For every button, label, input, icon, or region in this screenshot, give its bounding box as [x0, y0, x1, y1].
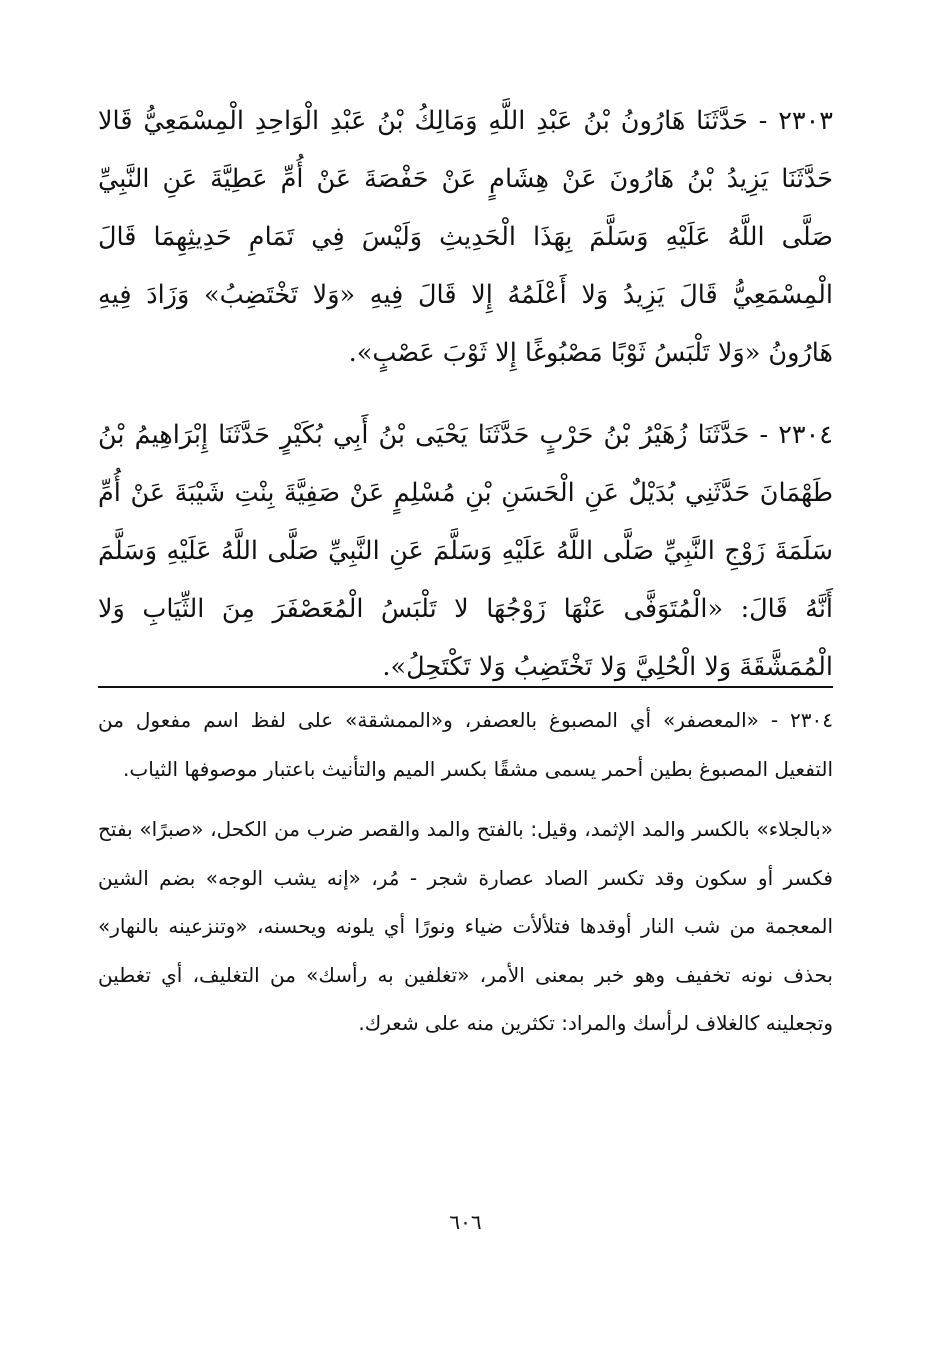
footnote-separator [98, 686, 833, 688]
footnotes [98, 696, 833, 1060]
hadith-2304: ٢٣٠٤ - حَدَّثَنَا زُهَيْرُ بْنُ حَرْبٍ حَدَّثَنَا يَحْيَى بْنُ أَبِي بُكَيْرٍ حَدَّثَنَا إِبْرَاهِيمُ بْنُ طَهْمَانَ حَدَّثَنِي بُدَيْلٌ عَنِ الْحَسَنِ بْنِ مُسْلِمٍ عَنْ صَفِيَّةَ بِنْتِ شَيْبَةَ عَنْ أُمِّ سَلَمَةَ زَوْجِ النَّبِيِّ صَلَّى اللَّهُ عَلَيْهِ وَسَلَّمَ عَنِ النَّبِيِّ صَلَّى اللَّهُ عَلَيْهِ وَسَلَّمَ أَنَّهُ قَالَ: «الْمُتَوَفَّى عَنْهَا زَوْجُهَا لا تَلْبَسُ الْمُعَصْفَرَ مِنَ الثِّيَابِ وَلا الْمُمَشَّقَةَ وَلا الْحُلِيَّ وَلا تَخْتَضِبُ وَلا تَكْتَحِلُ». [98, 420, 833, 682]
footnote-kohl: «بالجلاء» بالكسر والمد الإثمد، وقيل: بالفتح والمد والقصر ضرب من الكحل، «صبرًا» بفتح فكسر أو سكون وقد تكسر الصاد عصارة شجر - مُر، «إنه يشب الوجه» بضم الشين المعجمة من شب النار أوقدها فتلألأت ضياء ونورًا أي يلونه ويحسنه، «وتنزعينه بالنهار» بحذف نونه تخفيف وهو خبر بمعنى الأمر، «تغلفين به رأسك» من التغليف، أي تغطين وتجعلينه كالغلاف لرأسك والمراد: تكثرين منه على شعرك. [98, 817, 833, 1035]
book-page [98, 92, 833, 1272]
main-text [98, 92, 833, 696]
hadith-2303: ٢٣٠٣ - حَدَّثَنَا هَارُونُ بْنُ عَبْدِ اللَّهِ وَمَالِكُ بْنُ عَبْدِ الْوَاحِدِ الْمِسْمَعِيُّ قَالا حَدَّثَنَا يَزِيدُ بْنُ هَارُونَ عَنْ هِشَامٍ عَنْ حَفْصَةَ عَنْ أُمِّ عَطِيَّةَ عَنِ النَّبِيِّ صَلَّى اللَّهُ عَلَيْهِ وَسَلَّمَ بِهَذَا الْحَدِيثِ وَلَيْسَ فِي تَمَامِ حَدِيثِهِمَا قَالَ الْمِسْمَعِيُّ قَالَ يَزِيدُ وَلا أَعْلَمُهُ إِلا قَالَ فِيهِ «وَلا تَخْتَضِبُ» وَزَادَ فِيهِ هَارُونُ «وَلا تَلْبَسُ ثَوْبًا مَصْبُوغًا إِلا ثَوْبَ عَصْبٍ». [98, 106, 833, 368]
footnote-2304: ٢٣٠٤ - «المعصفر» أي المصبوغ بالعصفر، و«الممشقة» على لفظ اسم مفعول من التفعيل المصبوغ بطين أحمر يسمى مشقًا بكسر الميم والتأنيث باعتبار موصوفها الثياب. [98, 708, 833, 781]
page-number: ٦٠٦ [449, 1210, 482, 1234]
